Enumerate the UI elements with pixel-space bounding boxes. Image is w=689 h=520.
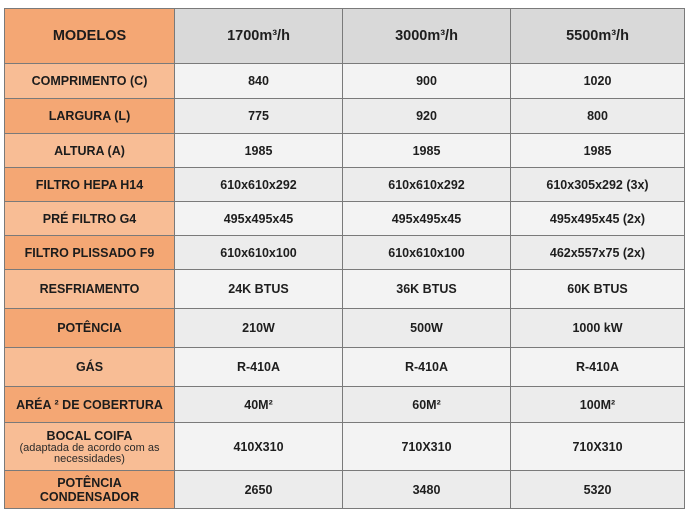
cell-value: 610x610x100 — [343, 236, 511, 270]
cell-value: 100M² — [511, 387, 685, 423]
cell-value: 462x557x75 (2x) — [511, 236, 685, 270]
table-row — [5, 64, 685, 99]
table-row — [5, 309, 685, 348]
cell-value: 60M² — [343, 387, 511, 423]
cell-value: 24K BTUS — [175, 270, 343, 309]
model-header: 3000m³/h — [343, 9, 511, 64]
cell-value: 3480 — [343, 471, 511, 509]
cell-value: 800 — [511, 99, 685, 134]
cell-value: 500W — [343, 309, 511, 348]
table-row — [5, 423, 685, 471]
row-label: PRÉ FILTRO G4 — [5, 202, 175, 236]
table-row — [5, 471, 685, 509]
model-header: 5500m³/h — [511, 9, 685, 64]
cell-value: 1020 — [511, 64, 685, 99]
row-label: FILTRO PLISSADO F9 — [5, 236, 175, 270]
row-label — [5, 423, 175, 471]
cell-value: 610x610x100 — [175, 236, 343, 270]
cell-value: 610x305x292 (3x) — [511, 168, 685, 202]
cell-value: R-410A — [511, 348, 685, 387]
cell-value: 610x610x292 — [175, 168, 343, 202]
table-row — [5, 202, 685, 236]
cell-value: 710X310 — [511, 423, 685, 471]
table-row — [5, 348, 685, 387]
table-row — [5, 99, 685, 134]
cell-value: 1985 — [343, 134, 511, 168]
cell-value: 2650 — [175, 471, 343, 509]
row-label: POTÊNCIA — [5, 309, 175, 348]
cell-value: R-410A — [175, 348, 343, 387]
row-label: ARÉA ² DE COBERTURA — [5, 387, 175, 423]
row-label: FILTRO HEPA H14 — [5, 168, 175, 202]
table-header-row — [5, 9, 685, 64]
spec-table — [4, 8, 685, 509]
row-label: COMPRIMENTO (C) — [5, 64, 175, 99]
cell-value: 36K BTUS — [343, 270, 511, 309]
cell-value: 610x610x292 — [343, 168, 511, 202]
cell-value: 495x495x45 — [343, 202, 511, 236]
header-label: MODELOS — [5, 9, 175, 64]
cell-value: 840 — [175, 64, 343, 99]
cell-value: 495x495x45 (2x) — [511, 202, 685, 236]
table-row — [5, 236, 685, 270]
cell-value: 920 — [343, 99, 511, 134]
table-row — [5, 387, 685, 423]
row-label-main: BOCAL COIFA — [46, 428, 133, 443]
row-label: POTÊNCIA CONDENSADOR — [5, 471, 175, 509]
table-row — [5, 134, 685, 168]
cell-value: 1985 — [175, 134, 343, 168]
cell-value: 1000 kW — [511, 309, 685, 348]
row-label-note: (adaptada de acordo com as necessidades) — [19, 441, 160, 465]
cell-value: 775 — [175, 99, 343, 134]
cell-value: 40M² — [175, 387, 343, 423]
cell-value: 5320 — [511, 471, 685, 509]
model-header: 1700m³/h — [175, 9, 343, 64]
cell-value: 1985 — [511, 134, 685, 168]
row-label: LARGURA (L) — [5, 99, 175, 134]
row-label: RESFRIAMENTO — [5, 270, 175, 309]
cell-value: 210W — [175, 309, 343, 348]
row-label: GÁS — [5, 348, 175, 387]
cell-value: 495x495x45 — [175, 202, 343, 236]
cell-value: R-410A — [343, 348, 511, 387]
cell-value: 900 — [343, 64, 511, 99]
cell-value: 60K BTUS — [511, 270, 685, 309]
table-row — [5, 168, 685, 202]
cell-value: 410X310 — [175, 423, 343, 471]
row-label: ALTURA (A) — [5, 134, 175, 168]
table-row — [5, 270, 685, 309]
cell-value: 710X310 — [343, 423, 511, 471]
